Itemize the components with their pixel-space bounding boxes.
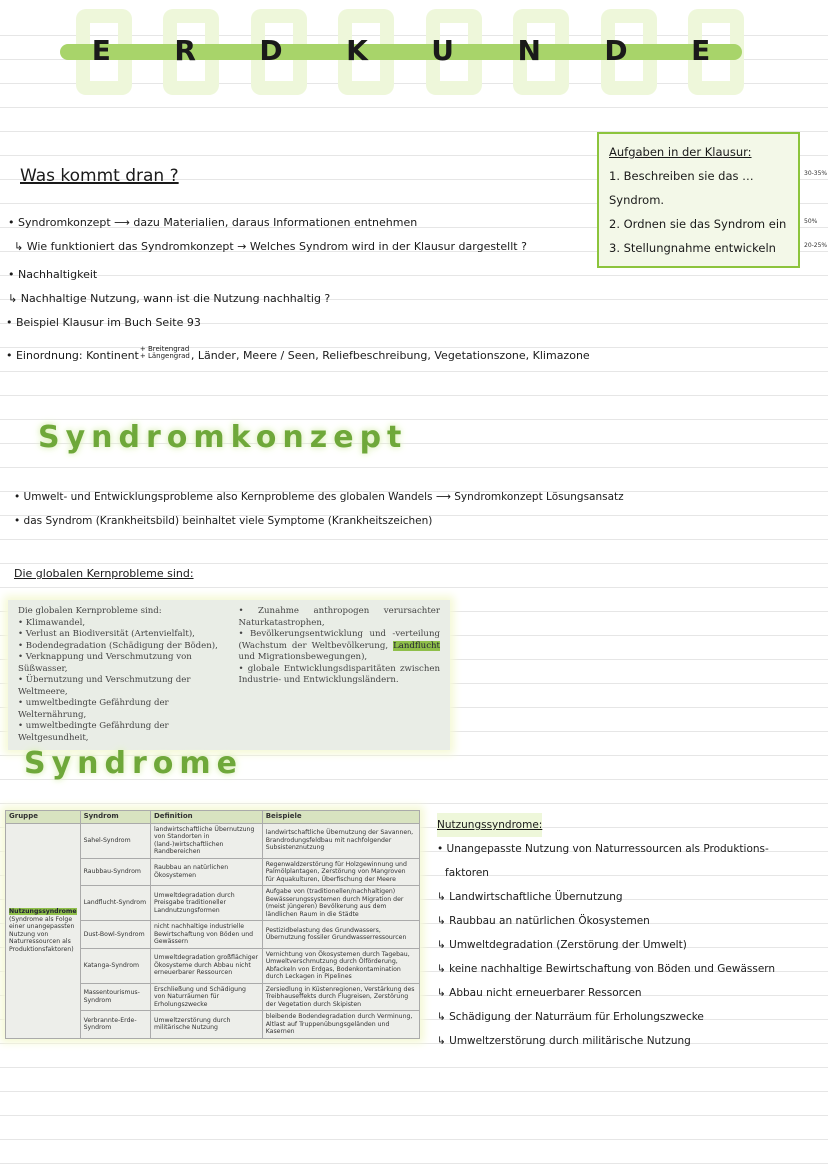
- note-line: faktoren: [445, 867, 489, 879]
- task-percent: 20-25%: [804, 242, 828, 249]
- list-item: [238, 629, 440, 664]
- note-line: ↳ Nachhaltige Nutzung, wann ist die Nutzung nachhaltig ?: [8, 292, 331, 305]
- table-cell: Katanga-Syndrom: [80, 948, 150, 983]
- list-item: • Klimawandel,: [18, 617, 86, 628]
- list-text: und Migrationsbewegungen),: [238, 652, 368, 662]
- kernprobleme-heading: Die globalen Kernprobleme sind:: [14, 567, 194, 580]
- list-item: • Verlust an Biodiversität (Artenvielfalt),: [18, 629, 195, 639]
- table-cell: Zersiedlung in Küstenregionen, Verstärkung des Treibhauseffekts durch Flugreisen, Zerstörung der Vegetation durch Skipisten: [262, 983, 419, 1011]
- table-cell: Umweltdegradation großflächiger Ökosysteme durch Abbau nicht erneuerbarer Ressourcen: [150, 948, 262, 983]
- note-line: • Beispiel Klausur im Buch Seite 93: [6, 316, 201, 329]
- scan-title: Die globalen Kernprobleme sind:: [18, 606, 162, 616]
- table-cell: Massentourismus-Syndrom: [80, 983, 150, 1011]
- table-cell: landwirtschaftliche Übernutzung von Standorten in (land-)wirtschaftlichen Randbereichen: [150, 823, 262, 858]
- title-letter: R: [174, 34, 196, 67]
- table-cell: landwirtschaftliche Übernutzung der Savannen, Brandrodungsfeldbau mit nachfolgender Subsistenznutzung: [262, 823, 419, 858]
- title-letter: E: [691, 34, 711, 67]
- note-line: • Syndromkonzept ⟶ dazu Materialien, daraus Informationen entnehmen: [8, 216, 418, 229]
- section-heading-syndrome: Syndrome: [24, 746, 244, 781]
- note-line: ↳ Abbau nicht erneuerbarer Ressorcen: [437, 987, 642, 999]
- page-title: [60, 34, 742, 67]
- task-item: 2. Ordnen sie das Syndrom ein: [609, 217, 787, 231]
- task-item: 3. Stellungnahme entwickeln: [609, 241, 776, 255]
- group-cell: [6, 823, 81, 1038]
- table-cell: Vernichtung von Ökosystemen durch Tagebau, Umweltverschmutzung durch Ölförderung, Abfackeln von Erdgas, Bodenkontamination durch Leckagen in Pipelines: [262, 948, 419, 983]
- table-cell: Aufgabe von (traditionellen/nachhaltigen) Bewässerungssystemen durch Migration der (meist jüngeren) Bevölkerung aus dem ländlichen Raum in die Städte: [262, 886, 419, 921]
- table-cell: nicht nachhaltige industrielle Bewirtschaftung von Böden und Gewässern: [150, 921, 262, 949]
- note-line: • Nachhaltigkeit: [8, 268, 98, 281]
- list-item: • Verknappung und Verschmutzung von Süßwasser,: [18, 652, 192, 674]
- note-line: • Unangepasste Nutzung von Naturressourcen als Produktions-: [437, 843, 769, 855]
- note-line: ↳ Schädigung der Naturräum für Erholungszwecke: [437, 1011, 704, 1023]
- title-letter: N: [517, 34, 541, 67]
- table-cell: Umweltdegradation durch Preisgabe traditioneller Landnutzungsformen: [150, 886, 262, 921]
- group-desc: (Syndrome als Folge einer unangepassten Nutzung von Naturressourcen als Produktionsfaktoren): [9, 915, 75, 953]
- list-item: • umweltbedingte Gefährdung der Weltgesundheit,: [18, 721, 169, 743]
- group-title: Nutzungssyndrome: [9, 908, 77, 915]
- einordnung-sup: + Längengrad: [139, 352, 190, 360]
- list-item: • Übernutzung und Verschmutzung der Weltmeere,: [18, 675, 191, 697]
- list-item: • globale Entwicklungsdisparitäten zwischen Industrie- und Entwicklungsländern.: [238, 663, 440, 685]
- note-line: ↳ Wie funktioniert das Syndromkonzept → Welches Syndrom wird in der Klausur dargestellt ?: [14, 240, 527, 253]
- title-letter: E: [91, 34, 111, 67]
- notes-heading: Nutzungssyndrome:: [437, 813, 542, 837]
- table-cell: Dust-Bowl-Syndrom: [80, 921, 150, 949]
- list-text: • Bevölkerungsentwicklung und -verteilung (Wachstum der Weltbevölkerung,: [238, 629, 440, 651]
- einordnung-prefix: • Einordnung: Kontinent: [6, 349, 139, 362]
- table-cell: Landflucht-Syndrom: [80, 886, 150, 921]
- note-line: • Umwelt- und Entwicklungsprobleme also Kernprobleme des globalen Wandels ⟶ Syndromkonzept Lösungsansatz: [14, 491, 624, 503]
- note-line: ↳ Umweltzerstörung durch militärische Nutzung: [437, 1035, 691, 1047]
- table-cell: Regenwaldzerstörung für Holzgewinnung und Palmölplantagen, Zerstörung von Mangroven für Aquakulturen, Überfischung der Meere: [262, 858, 419, 886]
- table-cell: Raubbau-Syndrom: [80, 858, 150, 886]
- einordnung-sup: + Breitengrad: [139, 345, 190, 353]
- exam-tasks-box: [597, 132, 800, 268]
- table-cell: Sahel-Syndrom: [80, 823, 150, 858]
- title-letter: K: [346, 34, 368, 67]
- table-row: [6, 823, 420, 858]
- list-item: • umweltbedingte Gefährdung der Welternährung,: [18, 698, 169, 720]
- note-line: [6, 346, 590, 362]
- section-heading: Was kommt dran ?: [20, 166, 179, 186]
- note-line: ↳ Raubbau an natürlichen Ökosystemen: [437, 915, 650, 927]
- highlight-landflucht: Landflucht: [393, 640, 440, 651]
- table-cell: Pestizidbelastung des Grundwassers, Übernutzung fossiler Grundwasserressourcen: [262, 921, 419, 949]
- table-cell: bleibende Bodendegradation durch Verminung, Altlast auf Truppenübungsgeländen und Kasernen: [262, 1011, 419, 1039]
- title-letter: U: [431, 34, 455, 67]
- table-cell: Umweltzerstörung durch militärische Nutzung: [150, 1011, 262, 1039]
- task-item: 1. Beschreiben sie das … Syndrom.: [609, 169, 754, 207]
- note-line: ↳ Umweltdegradation (Zerstörung der Umwelt): [437, 939, 687, 951]
- einordnung-rest: , Länder, Meere / Seen, Reliefbeschreibung, Vegetationszone, Klimazone: [190, 349, 590, 362]
- table-header: Gruppe: [6, 811, 81, 824]
- note-line: ↳ Landwirtschaftliche Übernutzung: [437, 891, 623, 903]
- syndrome-table: [5, 810, 420, 1039]
- kernprobleme-scan: [8, 600, 450, 750]
- table-cell: Raubbau an natürlichen Ökosystemen: [150, 858, 262, 886]
- table-header: Beispiele: [262, 811, 419, 824]
- section-heading-syndromkonzept: Syndromkonzept: [38, 420, 408, 455]
- note-line: ↳ keine nachhaltige Bewirtschaftung von Böden und Gewässern: [437, 963, 776, 975]
- table-cell: Verbrannte-Erde-Syndrom: [80, 1011, 150, 1039]
- list-item: • Bodendegradation (Schädigung der Böden),: [18, 640, 218, 651]
- table-header: Definition: [150, 811, 262, 824]
- title-letter: D: [604, 34, 628, 67]
- tasks-heading: Aufgaben in der Klausur:: [609, 145, 752, 159]
- note-line: • das Syndrom (Krankheitsbild) beinhaltet viele Symptome (Krankheitszeichen): [14, 515, 433, 527]
- table-header: Syndrom: [80, 811, 150, 824]
- title-letter: D: [259, 34, 283, 67]
- task-percent: 50%: [804, 218, 818, 225]
- list-item: • Zunahme anthropogen verursachter Naturkatastrophen,: [238, 606, 440, 628]
- table-cell: Erschließung und Schädigung von Naturräumen für Erholungszwecke: [150, 983, 262, 1011]
- nutzungssyndrome-notes: [437, 813, 775, 1053]
- task-percent: 30-35%: [804, 170, 828, 177]
